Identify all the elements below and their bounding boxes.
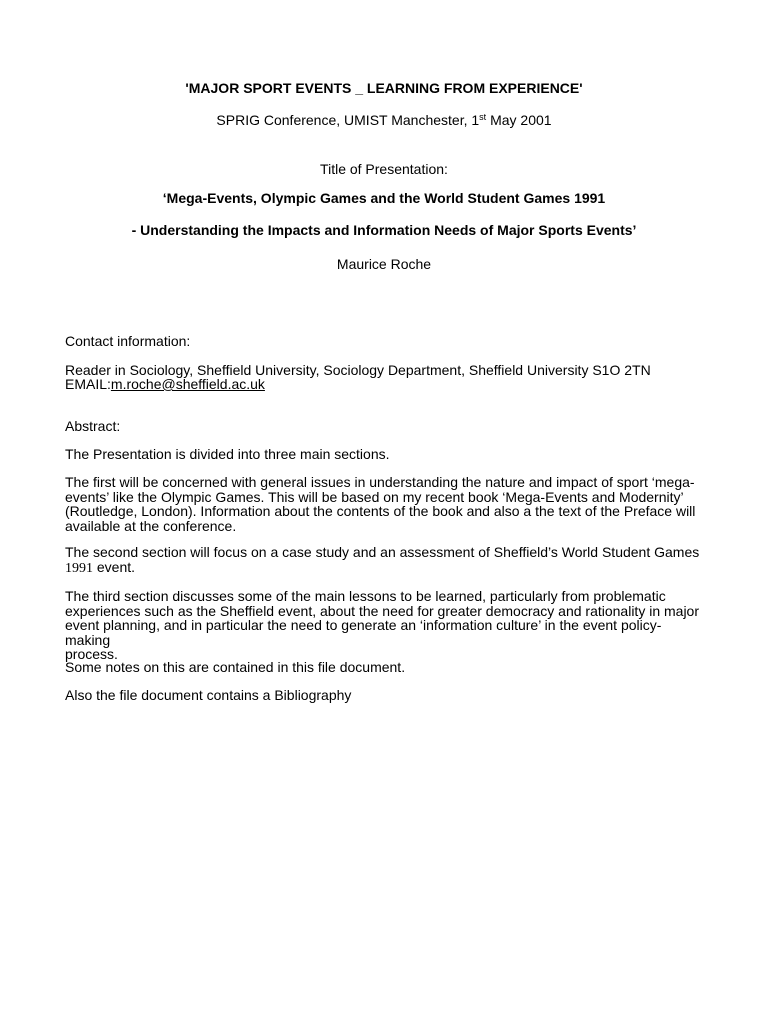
email-link[interactable]: m.roche@sheffield.ac.uk [110,376,265,392]
year-suffix: event. [93,558,136,575]
title-label: Title of Presentation: [320,161,448,177]
abstract-paragraph-1: The Presentation is divided into three main sections. [65,446,390,462]
conference-prefix: SPRIG Conference, UMIST Manchester, 1 [216,112,480,128]
abstract-paragraph-2 [65,475,705,533]
conference-suffix: May 2001 [486,112,552,128]
contact-affiliation: Reader in Sociology, Sheffield University, Sociology Department, Sheffield University S1O 2TN [65,362,651,378]
abstract-paragraph-6: Also the file document contains a Bibliography [65,687,352,703]
paragraph-line: events’ like the Olympic Games. This will be based on my recent book ‘Mega-Events and Modernity’ [65,488,684,505]
year-text: 1991 [65,560,93,576]
email-label: EMAIL: [65,376,111,392]
paragraph-line [65,560,705,577]
presentation-title-line1: ‘Mega-Events, Olympic Games and the World Student Games 1991 [162,190,606,206]
abstract-heading: Abstract: [65,418,121,434]
paragraph-line: The first will be concerned with general issues in understanding the nature and impact of sport ‘mega- [65,474,695,490]
paragraph-line: available at the conference. [65,517,237,534]
presentation-title-line2: - Understanding the Impacts and Information Needs of Major Sports Events’ [131,222,637,238]
abstract-paragraph-4 [65,589,705,662]
abstract-paragraph-3 [65,545,705,576]
contact-heading: Contact information: [65,333,191,349]
contact-email-line [65,377,705,392]
paragraph-line: process. [65,646,118,662]
conference-ordinal: st [479,112,487,122]
paragraph-line: event planning, and in particular the need to generate an ‘information culture’ in the event policy-making [65,617,662,648]
paragraph-line: The third section discusses some of the main lessons to be learned, particularly from problematic [65,588,666,604]
abstract-paragraph-5: Some notes on this are contained in this file document. [65,659,406,675]
conference-line [0,112,768,128]
paragraph-line: The second section will focus on a case study and an assessment of Sheffield’s World Student Games [65,544,700,560]
author-name: Maurice Roche [336,256,432,272]
paragraph-line: (Routledge, London). Information about the contents of the book and also a the text of the Preface will [65,503,696,519]
paragraph-line: experiences such as the Sheffield event, about the need for greater democracy and rationality in major [65,602,700,619]
event-title: 'MAJOR SPORT EVENTS _ LEARNING FROM EXPERIENCE' [185,80,583,96]
